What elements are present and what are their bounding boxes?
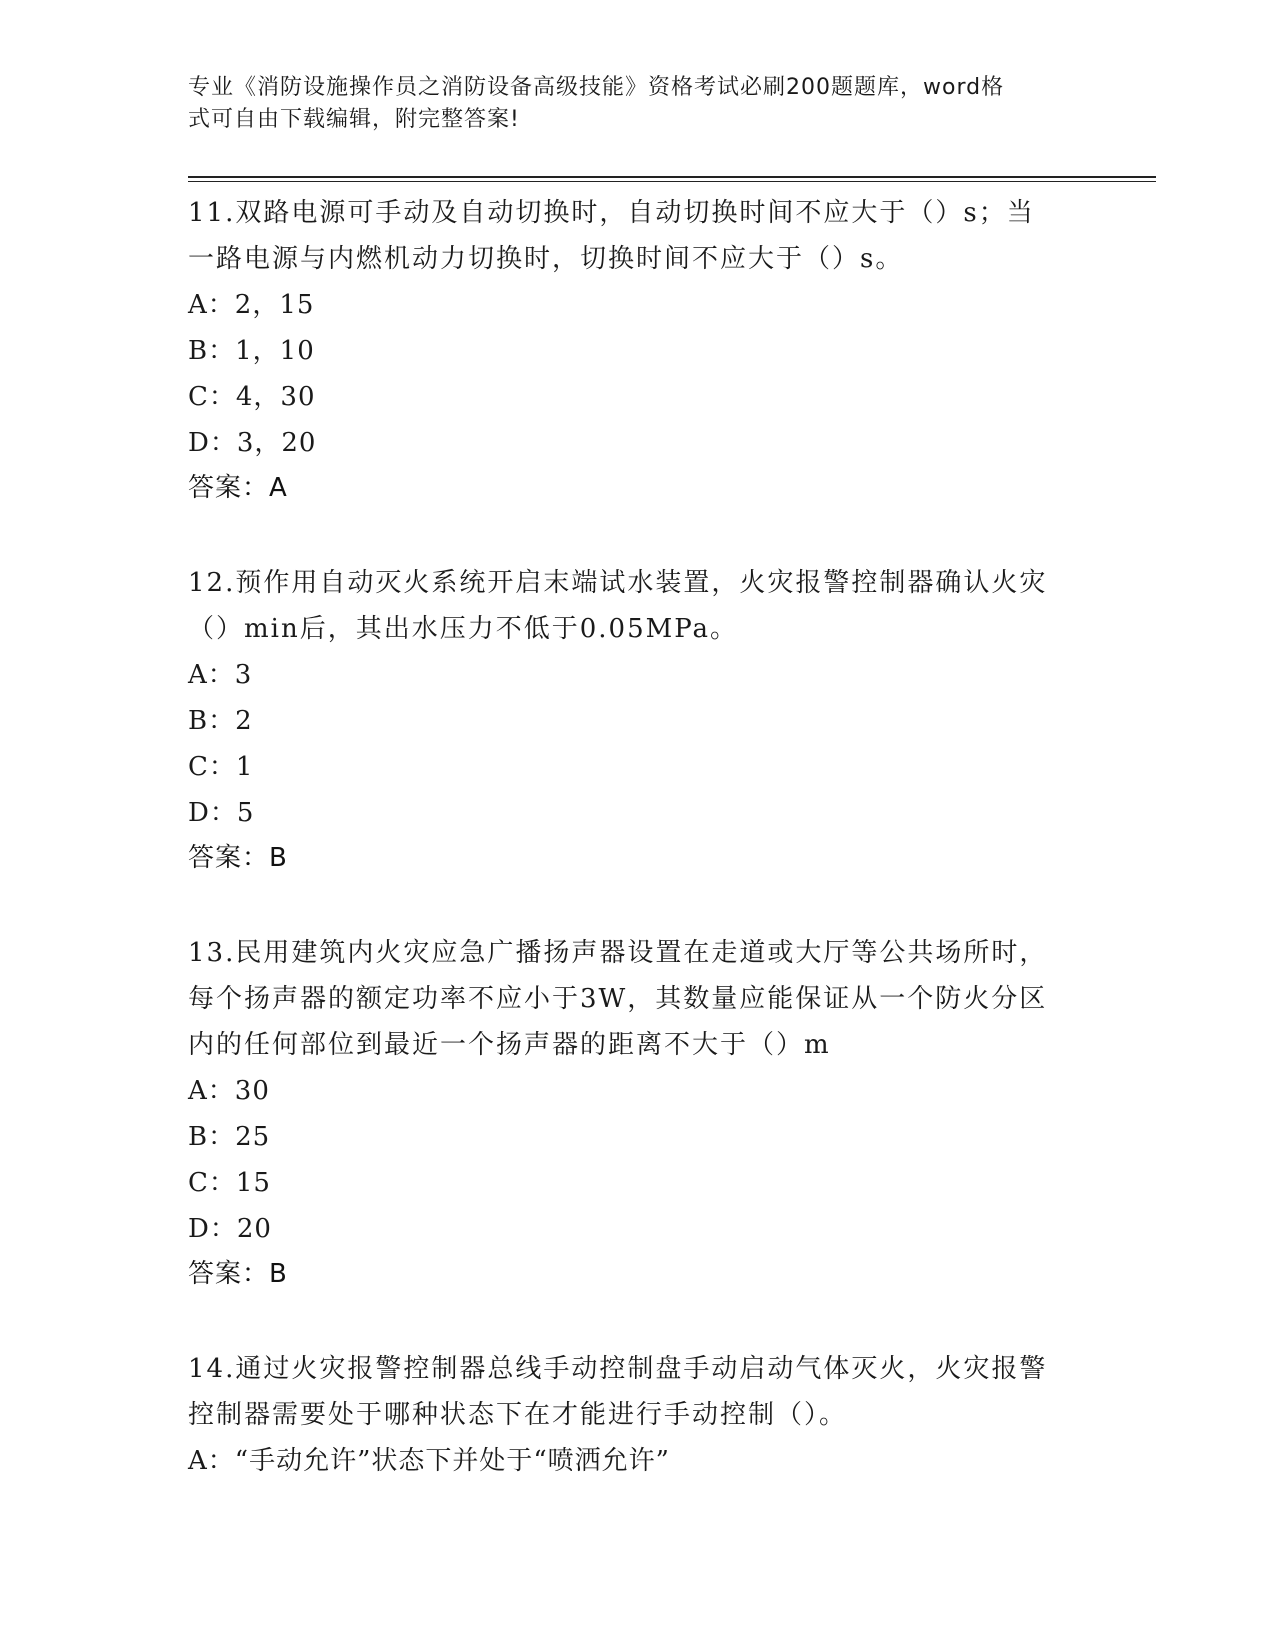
question-stem-line: 14.通过火灾报警控制器总线手动控制盘手动启动气体灭火，火灾报警 bbox=[188, 1354, 1048, 1384]
header-divider-thick bbox=[188, 176, 1156, 178]
question-list bbox=[188, 190, 1088, 1534]
option-c: C：1 bbox=[188, 752, 254, 782]
option-a: A：“手动允许”状态下并处于“喷洒允许” bbox=[188, 1446, 670, 1476]
option-b: B：2 bbox=[188, 706, 253, 736]
question-stem-line: 11.双路电源可手动及自动切换时，自动切换时间不应大于（）s；当 bbox=[188, 198, 1035, 228]
option-c: C：15 bbox=[188, 1168, 271, 1198]
question-stem-line: 一路电源与内燃机动力切换时，切换时间不应大于（）s。 bbox=[188, 244, 904, 274]
question-stem-line: 内的任何部位到最近一个扬声器的距离不大于（）m bbox=[188, 1030, 831, 1060]
option-a: A：30 bbox=[188, 1076, 270, 1106]
document-header bbox=[188, 72, 1088, 136]
option-a: A：2，15 bbox=[188, 290, 315, 320]
answer-line: 答案：A bbox=[188, 473, 288, 503]
option-b: B：25 bbox=[188, 1122, 271, 1152]
header-title-line-1: 专业《消防设施操作员之消防设备高级技能》资格考试必刷200题题库，word格 bbox=[188, 75, 1005, 100]
question-stem-line: 每个扬声器的额定功率不应小于3W，其数量应能保证从一个防火分区 bbox=[188, 984, 1048, 1014]
option-d: D：5 bbox=[188, 798, 255, 828]
question-13 bbox=[188, 930, 1088, 1296]
header-title-line-2: 式可自由下载编辑，附完整答案! bbox=[188, 107, 520, 132]
header-divider-thin bbox=[188, 181, 1156, 182]
question-stem-line: 12.预作用自动灭火系统开启末端试水装置，火灾报警控制器确认火灾 bbox=[188, 568, 1048, 598]
option-d: D：20 bbox=[188, 1214, 272, 1244]
question-14 bbox=[188, 1346, 1088, 1484]
answer-line: 答案：B bbox=[188, 1259, 288, 1289]
question-stem-line: 控制器需要处于哪种状态下在才能进行手动控制（）。 bbox=[188, 1400, 848, 1430]
question-stem-line: 13.民用建筑内火灾应急广播扬声器设置在走道或大厅等公共场所时， bbox=[188, 938, 1048, 968]
question-stem-line: （）min后，其出水压力不低于0.05MPa。 bbox=[188, 614, 739, 644]
option-c: C：4，30 bbox=[188, 382, 316, 412]
question-11 bbox=[188, 190, 1088, 510]
option-b: B：1，10 bbox=[188, 336, 315, 366]
question-12 bbox=[188, 560, 1088, 880]
option-a: A：3 bbox=[188, 660, 253, 690]
option-d: D：3，20 bbox=[188, 428, 317, 458]
answer-line: 答案：B bbox=[188, 843, 288, 873]
